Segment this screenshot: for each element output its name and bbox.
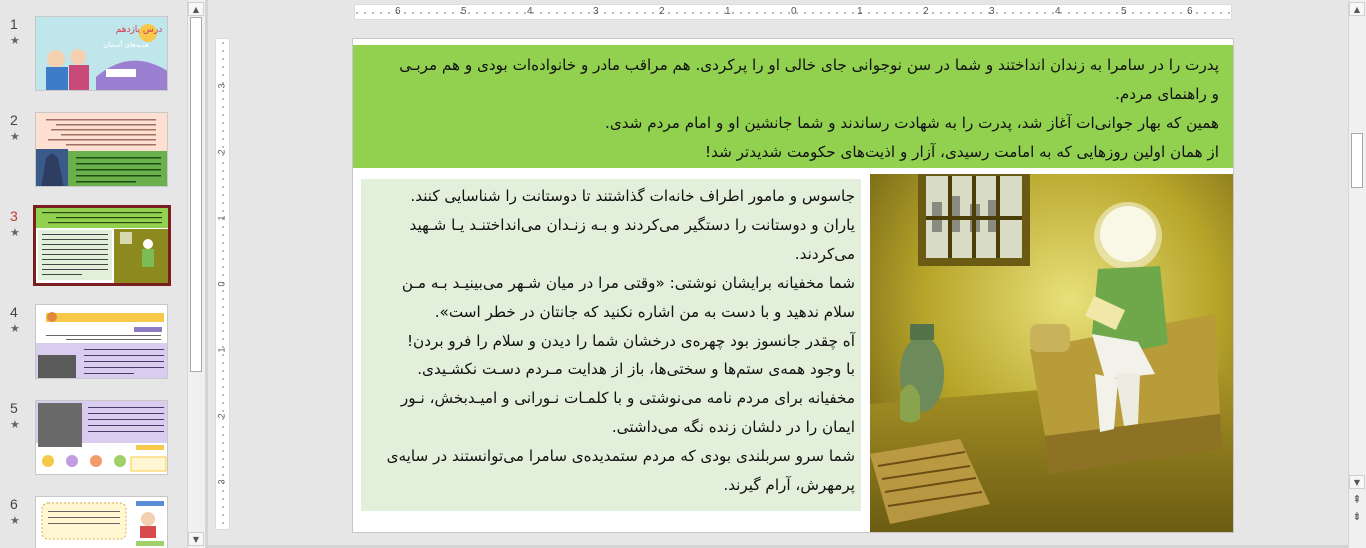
ruler-label: 2 <box>923 6 929 17</box>
story-line: سلام ندهید و با دست به من اشاره نکنید که جانتان در خطر است». <box>434 302 855 321</box>
scroll-down-button[interactable]: ▼ <box>1349 475 1365 489</box>
ruler-label: 6 <box>395 6 401 17</box>
story-text <box>365 182 855 500</box>
intro-line: پدرت را در سامرا به زندان انداختند و شما در سن نوجوانی جای خالی او را پرکردی. هم مراقب مادر و خانواده‌ات بودی و هم مربـی <box>399 56 1219 74</box>
horizontal-ruler <box>354 4 1232 20</box>
slide-4-illustration <box>36 305 168 379</box>
slide-preview <box>35 400 168 475</box>
ruler-label: 1 <box>216 215 227 221</box>
slide-thumbnail-2[interactable] <box>0 112 185 202</box>
scroll-up-button[interactable]: ▲ <box>188 2 204 16</box>
ruler-label: 5 <box>461 6 467 17</box>
story-line: ایمان را در دلشان زنده نگه می‌داشتی. <box>611 418 855 437</box>
slide-scrollbar[interactable] <box>1348 0 1366 548</box>
slide-number: 2 <box>10 112 18 128</box>
room-illustration <box>870 174 1234 533</box>
story-line: مخفیانه برای مردم نامه می‌نوشتی و با کلمـات نـورانی و امیـدبخش، نـور <box>400 389 855 408</box>
slide-thumbnail-1[interactable] <box>0 16 185 106</box>
story-line: می‌کردند. <box>794 244 855 263</box>
animation-star-icon: ★ <box>10 514 20 527</box>
slide-number: 4 <box>10 304 18 320</box>
ruler-label: 1 <box>857 6 863 17</box>
ruler-label: 0 <box>791 6 797 17</box>
story-line: آه چقدر جانسوز بود چهره‌ی درخشان شما را دیدن و سلام را فرو بردن! <box>406 331 855 350</box>
slide-canvas[interactable] <box>352 38 1234 533</box>
slide-1-subtitle: هدیه‌های آسمان <box>103 41 149 49</box>
slide-2-illustration <box>36 113 168 187</box>
slide-thumbnail-6[interactable] <box>0 496 185 548</box>
ruler-label: 2 <box>216 149 227 155</box>
vertical-ruler <box>215 38 230 530</box>
intro-line: همین که بهار جوانی‌ات آغاز شد، پدرت را به شهادت رساندند و شما جانشین او و امام مردم شدی. <box>605 114 1219 132</box>
slide-number: 5 <box>10 400 18 416</box>
ruler-label: 3 <box>989 6 995 17</box>
slide-thumbnail-pane <box>0 0 185 548</box>
slide-number: 1 <box>10 16 18 32</box>
animation-star-icon: ★ <box>10 322 20 335</box>
thumbnail-scrollbar[interactable] <box>187 0 205 548</box>
slide-number: 3 <box>10 208 18 224</box>
slide-thumbnail-5[interactable] <box>0 400 185 490</box>
story-text-box[interactable] <box>361 179 861 511</box>
slide-number: 6 <box>10 496 18 512</box>
ruler-label: 0 <box>216 281 227 287</box>
ruler-label: 5 <box>1121 6 1127 17</box>
slide-preview <box>35 112 168 187</box>
imam-illustration[interactable] <box>870 174 1234 533</box>
slide-thumbnail-3[interactable] <box>0 208 185 298</box>
story-line: شما مخفیانه برایشان نوشتی: «وقتی مرا در میان شـهر می‌بینیـد بـه مـن <box>401 273 855 292</box>
slide-1-title: درس یازدهم <box>115 25 163 35</box>
slide-preview-selected <box>33 205 171 286</box>
ruler-label: 2 <box>216 413 227 419</box>
scrollbar-thumb[interactable] <box>1351 133 1363 188</box>
previous-slide-button[interactable]: ⇞ <box>1352 493 1362 506</box>
ruler-label: 3 <box>216 479 227 485</box>
scroll-up-button[interactable]: ▲ <box>1349 2 1365 16</box>
ruler-label: 1 <box>725 6 731 17</box>
slide-preview <box>35 304 168 379</box>
animation-star-icon: ★ <box>10 226 20 239</box>
ruler-label: 1 <box>216 347 227 353</box>
slide-5-illustration <box>36 401 168 475</box>
slide-3-illustration <box>36 208 168 283</box>
story-line: یاران و دوستانت را دستگیر می‌کردند و بـه زنـدان می‌انداختنـد یـا شـهید <box>409 215 855 234</box>
story-line: با وجود همه‌ی ستم‌ها و سختی‌ها، باز از هدایت مـردم دسـت نکشـیدی. <box>417 360 855 379</box>
scroll-down-button[interactable]: ▼ <box>188 532 204 546</box>
slide-thumbnail-4[interactable] <box>0 304 185 394</box>
ruler-label: 4 <box>1055 6 1061 17</box>
slide-1-illustration <box>36 17 168 91</box>
ruler-label: 6 <box>1187 6 1193 17</box>
animation-star-icon: ★ <box>10 130 20 143</box>
animation-star-icon: ★ <box>10 34 20 47</box>
ruler-label: 3 <box>216 83 227 89</box>
story-line: جاسوس و مامور اطراف خانه‌ات گذاشتند تا دوستانت را شناسایی کنند. <box>410 187 855 205</box>
ruler-label: 2 <box>659 6 665 17</box>
intro-line: از همان اولین روزهایی که به امامت رسیدی، آزار و اذیت‌های حکومت شدیدتر شد! <box>705 143 1219 161</box>
story-line: پرمهرش، آرام گیرند. <box>723 476 855 495</box>
ruler-label: 3 <box>593 6 599 17</box>
animation-star-icon: ★ <box>10 418 20 431</box>
intro-text[interactable] <box>359 51 1219 167</box>
story-line: شما سرو سربلندی بودی که مردم ستمدیده‌ی سامرا می‌توانستند در سایه‌ی <box>386 447 855 466</box>
slide-preview <box>35 496 168 548</box>
pane-splitter[interactable] <box>205 0 208 548</box>
scrollbar-thumb[interactable] <box>190 17 202 372</box>
slide-preview <box>35 16 168 91</box>
slide-6-illustration <box>36 497 168 548</box>
intro-line: و راهنمای مردم. <box>1115 85 1219 103</box>
ruler-label: 4 <box>527 6 533 17</box>
next-slide-button[interactable]: ⇟ <box>1352 510 1362 523</box>
